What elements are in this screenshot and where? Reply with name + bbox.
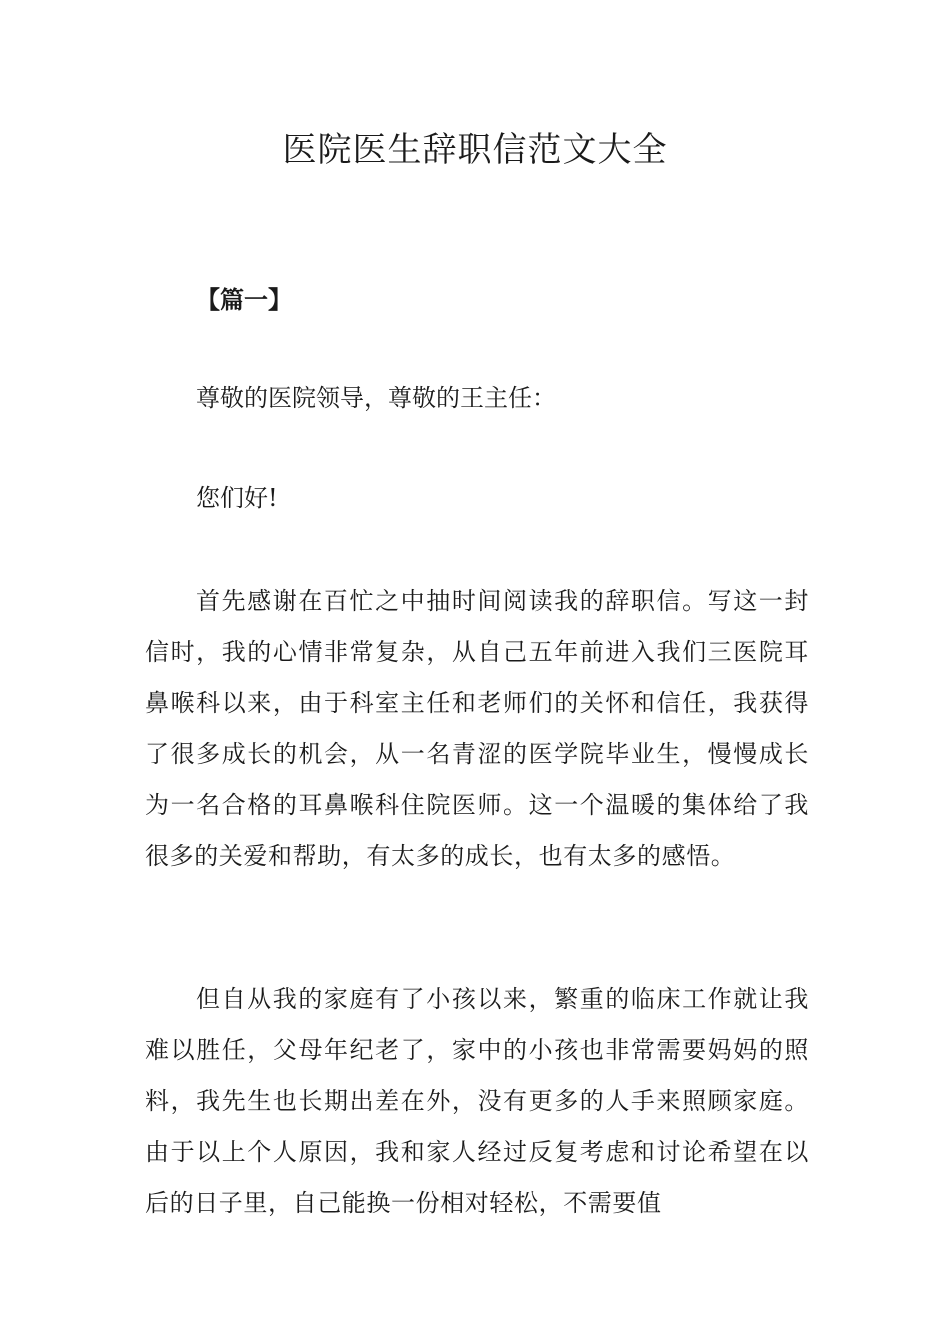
body-paragraph: 首先感谢在百忙之中抽时间阅读我的辞职信。写这一封信时，我的心情非常复杂，从自己五年前进入我们三医院耳鼻喉科以来，由于科室主任和老师们的关怀和信任，我获得了很多成长的机会，从一名青涩的医学院毕业生，慢慢成长为一名合格的耳鼻喉科住院医师。这一个温暖的集体给了我很多的关爱和帮助，有太多的成长，也有太多的感悟。 [145, 587, 809, 870]
letter-greeting: 您们好! [196, 484, 278, 512]
body-paragraph: 但自从我的家庭有了小孩以来，繁重的临床工作就让我难以胜任，父母年纪老了，家中的小孩也非常需要妈妈的照料，我先生也长期出差在外，没有更多的人手来照顾家庭。由于以上个人原因，我和家人经过反复考虑和讨论希望在以后的日子里，自己能换一份相对轻松，不需要值 [145, 985, 809, 1217]
section-label: 【篇一】 [196, 285, 292, 314]
letter-salutation: 尊敬的医院领导，尊敬的王主任： [196, 384, 556, 412]
document-title: 医院医生辞职信范文大全 [282, 130, 668, 170]
